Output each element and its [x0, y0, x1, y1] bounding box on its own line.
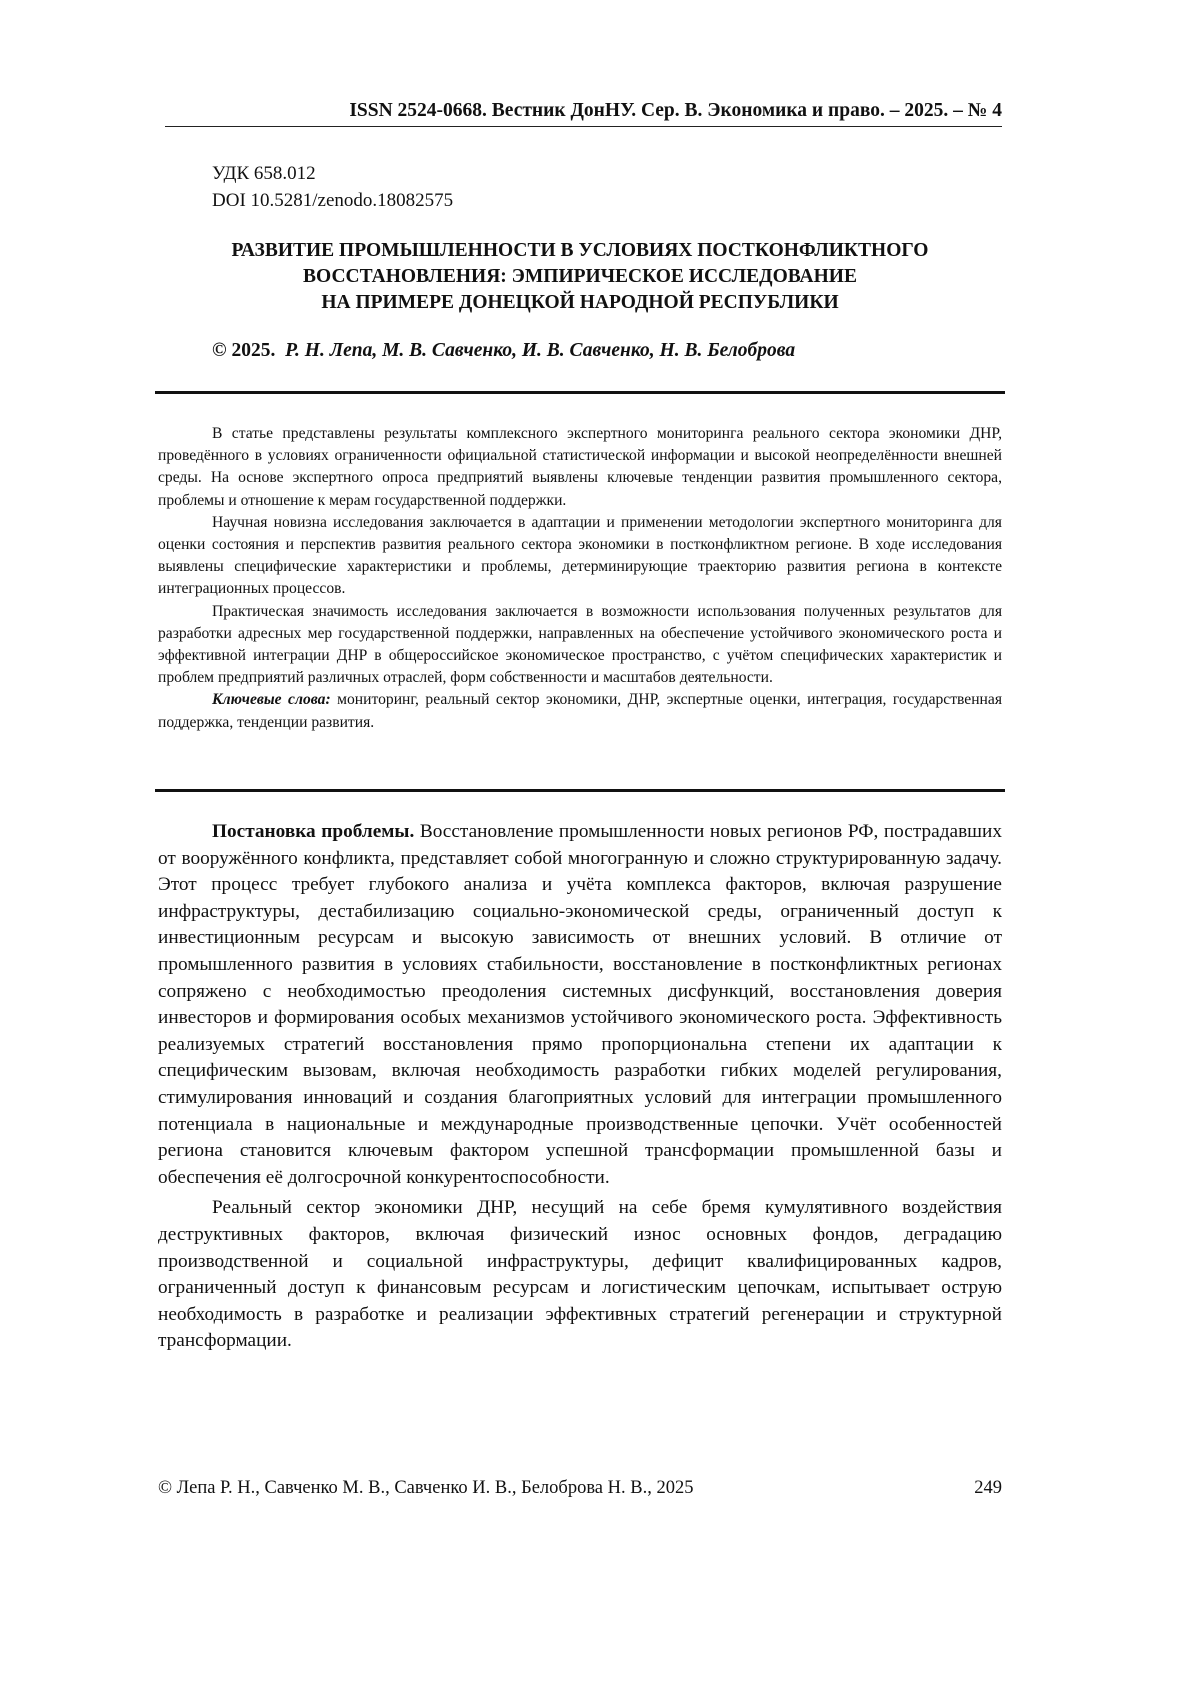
title-line: РАЗВИТИЕ ПРОМЫШЛЕННОСТИ В УСЛОВИЯХ ПОСТКОНФЛИКТНОГО [231, 240, 929, 261]
divider-top [155, 391, 1005, 394]
article-title [158, 238, 1002, 316]
title-line: НА ПРИМЕРЕ ДОНЕЦКОЙ НАРОДНОЙ РЕСПУБЛИКИ [321, 292, 839, 313]
abstract-paragraph: Практическая значимость исследования заключается в возможности использования полученных результатов для разработки адресных мер государственной поддержки, направленных на обеспечение устойчивого экономического роста и эффективной интеграции ДНР в общероссийское экономическое пространство, с учётом специфических характеристик и проблем предприятий различных отраслей, форм собственности и масштабов деятельности. [158, 602, 1002, 687]
footer-copyright: © Лепа Р. Н., Савченко М. В., Савченко И. В., Белоброва Н. В., 2025 [158, 1478, 694, 1498]
keywords [158, 689, 1002, 733]
abstract-paragraph: В статье представлены результаты комплексного экспертного мониторинга реального сектора экономики ДНР, проведённого в условиях ограниченности официальной статистической информации и высокой неопределённости внешней среды. На основе экспертного опроса предприятий выявлены ключевые тенденции развития промышленного сектора, проблемы и отношение к мерам государственной поддержки. [158, 425, 1002, 509]
running-head: ISSN 2524-0668. Вестник ДонНУ. Сер. В. Экономика и право. – 2025. – № 4 [165, 100, 1002, 127]
section-heading: Постановка проблемы. [212, 821, 415, 842]
identifiers [212, 160, 453, 214]
body-paragraph [158, 819, 1002, 1191]
author-line [212, 340, 795, 362]
page-number: 249 [974, 1478, 1002, 1498]
abstract [158, 423, 1002, 734]
title-line: ВОССТАНОВЛЕНИЯ: ЭМПИРИЧЕСКОЕ ИССЛЕДОВАНИЕ [303, 266, 857, 287]
divider-bottom [155, 789, 1005, 792]
keywords-text: мониторинг, реальный сектор экономики, ДНР, экспертные оценки, интеграция, государственная поддержка, тенденции развития. [158, 691, 1002, 731]
keywords-label: Ключевые слова: [212, 691, 331, 709]
abstract-paragraph: Научная новизна исследования заключается в адаптации и применении методологии экспертного мониторинга для оценки состояния и перспектив развития реального сектора экономики в постконфликтном регионе. В ходе исследования выявлены специфические характеристики и проблемы, детерминирующие траекторию развития региона в контексте интеграционных процессов. [158, 513, 1002, 598]
paragraph-text: Восстановление промышленности новых регионов РФ, пострадавших от вооружённого конфликта, представляет собой многогранную и сложно структурированную задачу. Этот процесс требует глубокого анализа и учёта комплекса факторов, включая разрушение инфраструктуры, дестабилизацию социально-экономической среды, ограниченный доступ к инвестиционным ресурсам и высокую зависимость от внешних условий. В отличие от промышленного развития в условиях стабильности, восстановление в постконфликтных регионах сопряжено с необходимостью преодоления системных дисфункций, восстановления доверия инвесторов и формирования особых механизмов устойчивого экономического роста. Эффективность реализуемых стратегий восстановления прямо пропорциональна степени их адаптации к специфическим вызовам, включая необходимость разработки гибких моделей регулирования, стимулирования инноваций и создания благоприятных условий для интеграции промышленного потенциала в национальные и международные производственные цепочки. Учёт особенностей региона становится ключевым фактором успешной трансформации промышленной базы и обеспечения её долгосрочной конкурентоспособности. [158, 821, 1002, 1188]
body-paragraph: Реальный сектор экономики ДНР, несущий на себе бремя кумулятивного воздействия деструктивных факторов, включая физический износ основных фондов, деградацию производственной и социальной инфраструктуры, дефицит квалифицированных кадров, ограниченный доступ к финансовым ресурсам и логистическим цепочкам, испытывает острую необходимость в разработке и реализации эффективных стратегий регенерации и структурной трансформации. [158, 1197, 1002, 1352]
author-names: Р. Н. Лепа, М. В. Савченко, И. В. Савченко, Н. В. Белоброва [285, 340, 796, 361]
article-body [158, 819, 1002, 1359]
copyright-year: © 2025. [212, 340, 276, 361]
doi[interactable]: DOI 10.5281/zenodo.18082575 [212, 190, 454, 211]
udk-code: УДК 658.012 [212, 163, 316, 184]
